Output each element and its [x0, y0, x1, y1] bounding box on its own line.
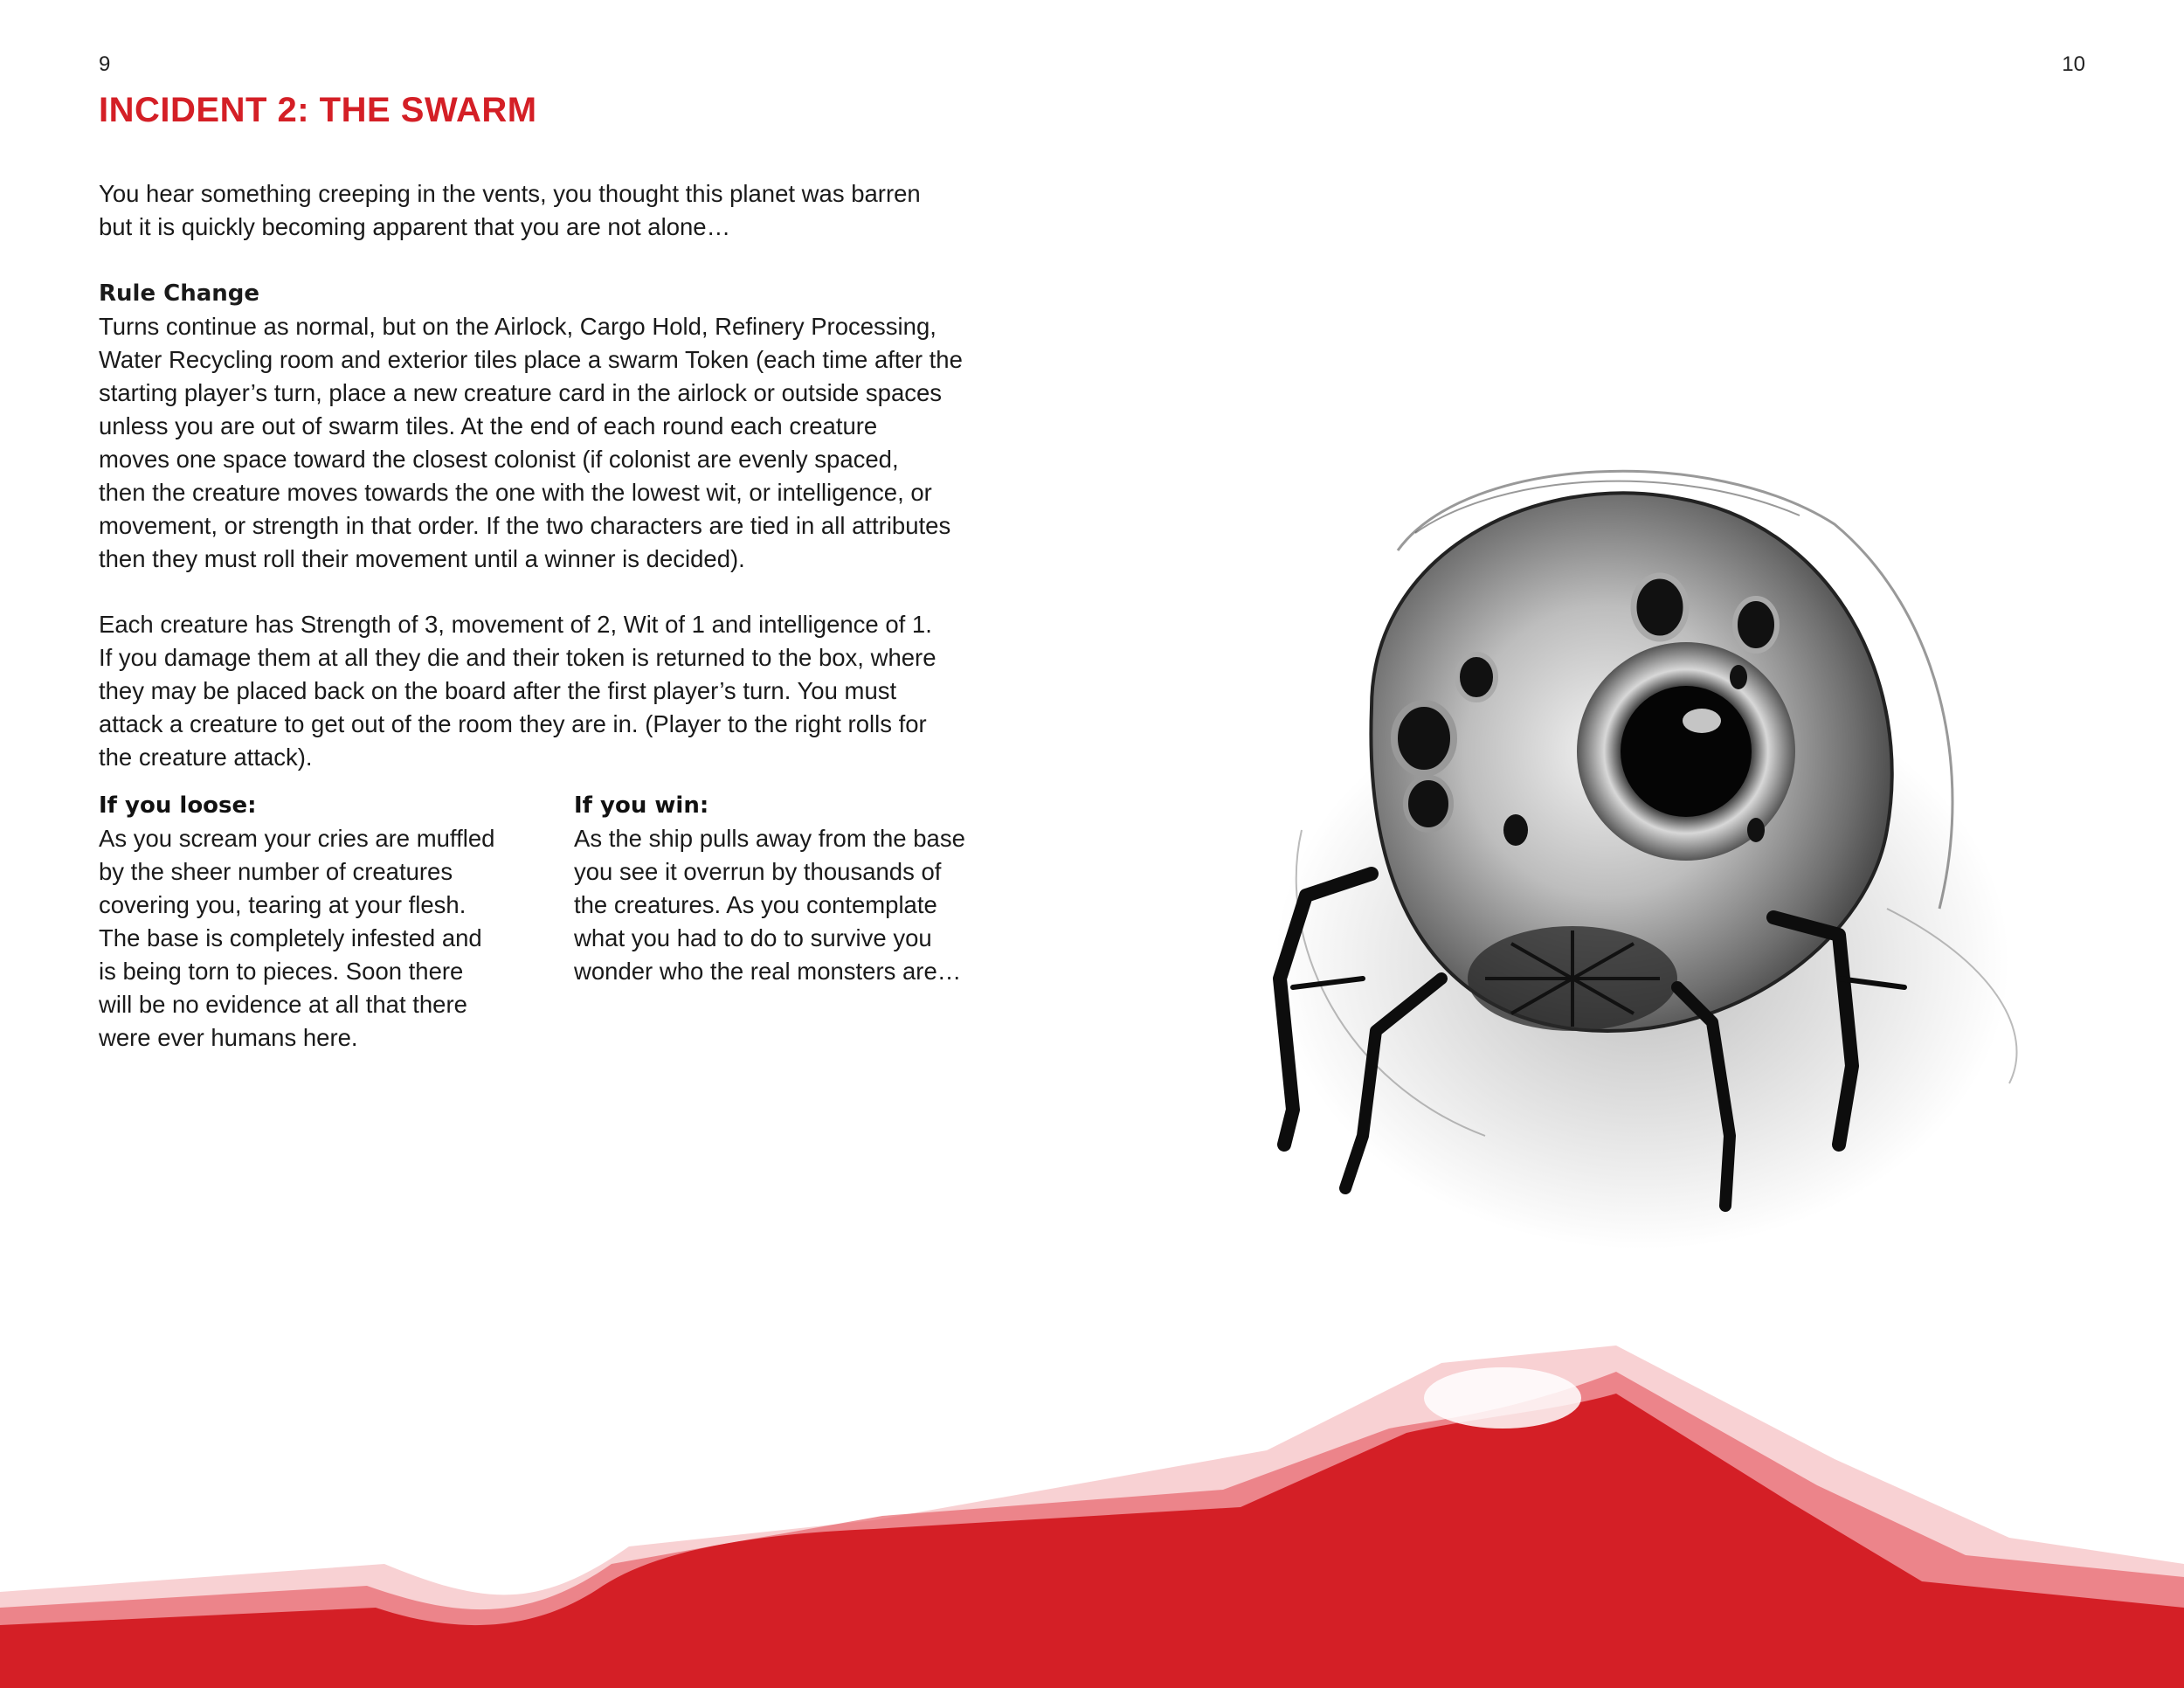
- outcome-line: As the ship pulls away from the base: [574, 825, 965, 852]
- outcome-line: by the sheer number of creatures: [99, 858, 453, 885]
- rule-change-paragraph: [99, 310, 1007, 576]
- rule-line: then they must roll their movement until a winner is decided).: [99, 545, 745, 572]
- creature-stats-paragraph: [99, 608, 1007, 774]
- creature-line: If you damage them at all they die and their token is returned to the box, where: [99, 644, 936, 671]
- outcome-loose: [99, 789, 536, 1055]
- rule-line: starting player’s turn, place a new creature card in the airlock or outside spaces: [99, 379, 943, 406]
- rule-line: unless you are out of swarm tiles. At the end of each round each creature: [99, 412, 878, 439]
- outcome-line: the creatures. As you contemplate: [574, 891, 937, 918]
- outcome-line: is being torn to pieces. Soon there: [99, 958, 464, 985]
- rule-change-heading: Rule Change: [99, 280, 260, 307]
- outcome-line: will be no evidence at all that there: [99, 991, 467, 1018]
- outcome-line: were ever humans here.: [99, 1024, 358, 1051]
- outcome-win-text: [574, 822, 1011, 988]
- intro-paragraph: [99, 177, 1007, 244]
- outcome-line: you see it overrun by thousands of: [574, 858, 942, 885]
- creature-line: they may be placed back on the board after the first player’s turn. You must: [99, 677, 897, 704]
- rule-line: then the creature moves towards the one with the lowest wit, or intelligence, or: [99, 479, 932, 506]
- rule-line: moves one space toward the closest colonist (if colonist are evenly spaced,: [99, 446, 899, 473]
- intro-line: but it is quickly becoming apparent that you are not alone…: [99, 213, 731, 240]
- creature-line: Each creature has Strength of 3, movement of 2, Wit of 1 and intelligence of 1.: [99, 611, 932, 638]
- rule-line: Water Recycling room and exterior tiles place a swarm Token (each time after the: [99, 346, 963, 373]
- outcome-line: The base is completely infested and: [99, 924, 482, 951]
- outcome-line: As you scream your cries are muffled: [99, 825, 495, 852]
- intro-line: You hear something creeping in the vents, you thought this planet was barren: [99, 180, 921, 207]
- outcome-loose-text: [99, 822, 536, 1055]
- page-number-left: 9: [99, 52, 111, 76]
- outcome-win: [574, 789, 1011, 988]
- outcome-line: what you had to do to survive you: [574, 924, 932, 951]
- creature-line: attack a creature to get out of the room they are in. (Player to the right rolls for: [99, 710, 927, 737]
- outcome-loose-heading: If you loose:: [99, 792, 257, 819]
- outcome-line: wonder who the real monsters are…: [574, 958, 962, 985]
- outcome-line: covering you, tearing at your flesh.: [99, 891, 467, 918]
- swarm-creature-illustration: [1223, 419, 2053, 1258]
- red-mountains-decoration: [0, 1346, 2184, 1688]
- outcome-win-heading: If you win:: [574, 792, 709, 819]
- creature-line: the creature attack).: [99, 744, 313, 771]
- rule-line: movement, or strength in that order. If the two characters are tied in all attributes: [99, 512, 951, 539]
- page-title: INCIDENT 2: THE SWARM: [99, 91, 537, 129]
- page-number-right: 10: [2062, 52, 2085, 76]
- rule-line: Turns continue as normal, but on the Airlock, Cargo Hold, Refinery Processing,: [99, 313, 936, 340]
